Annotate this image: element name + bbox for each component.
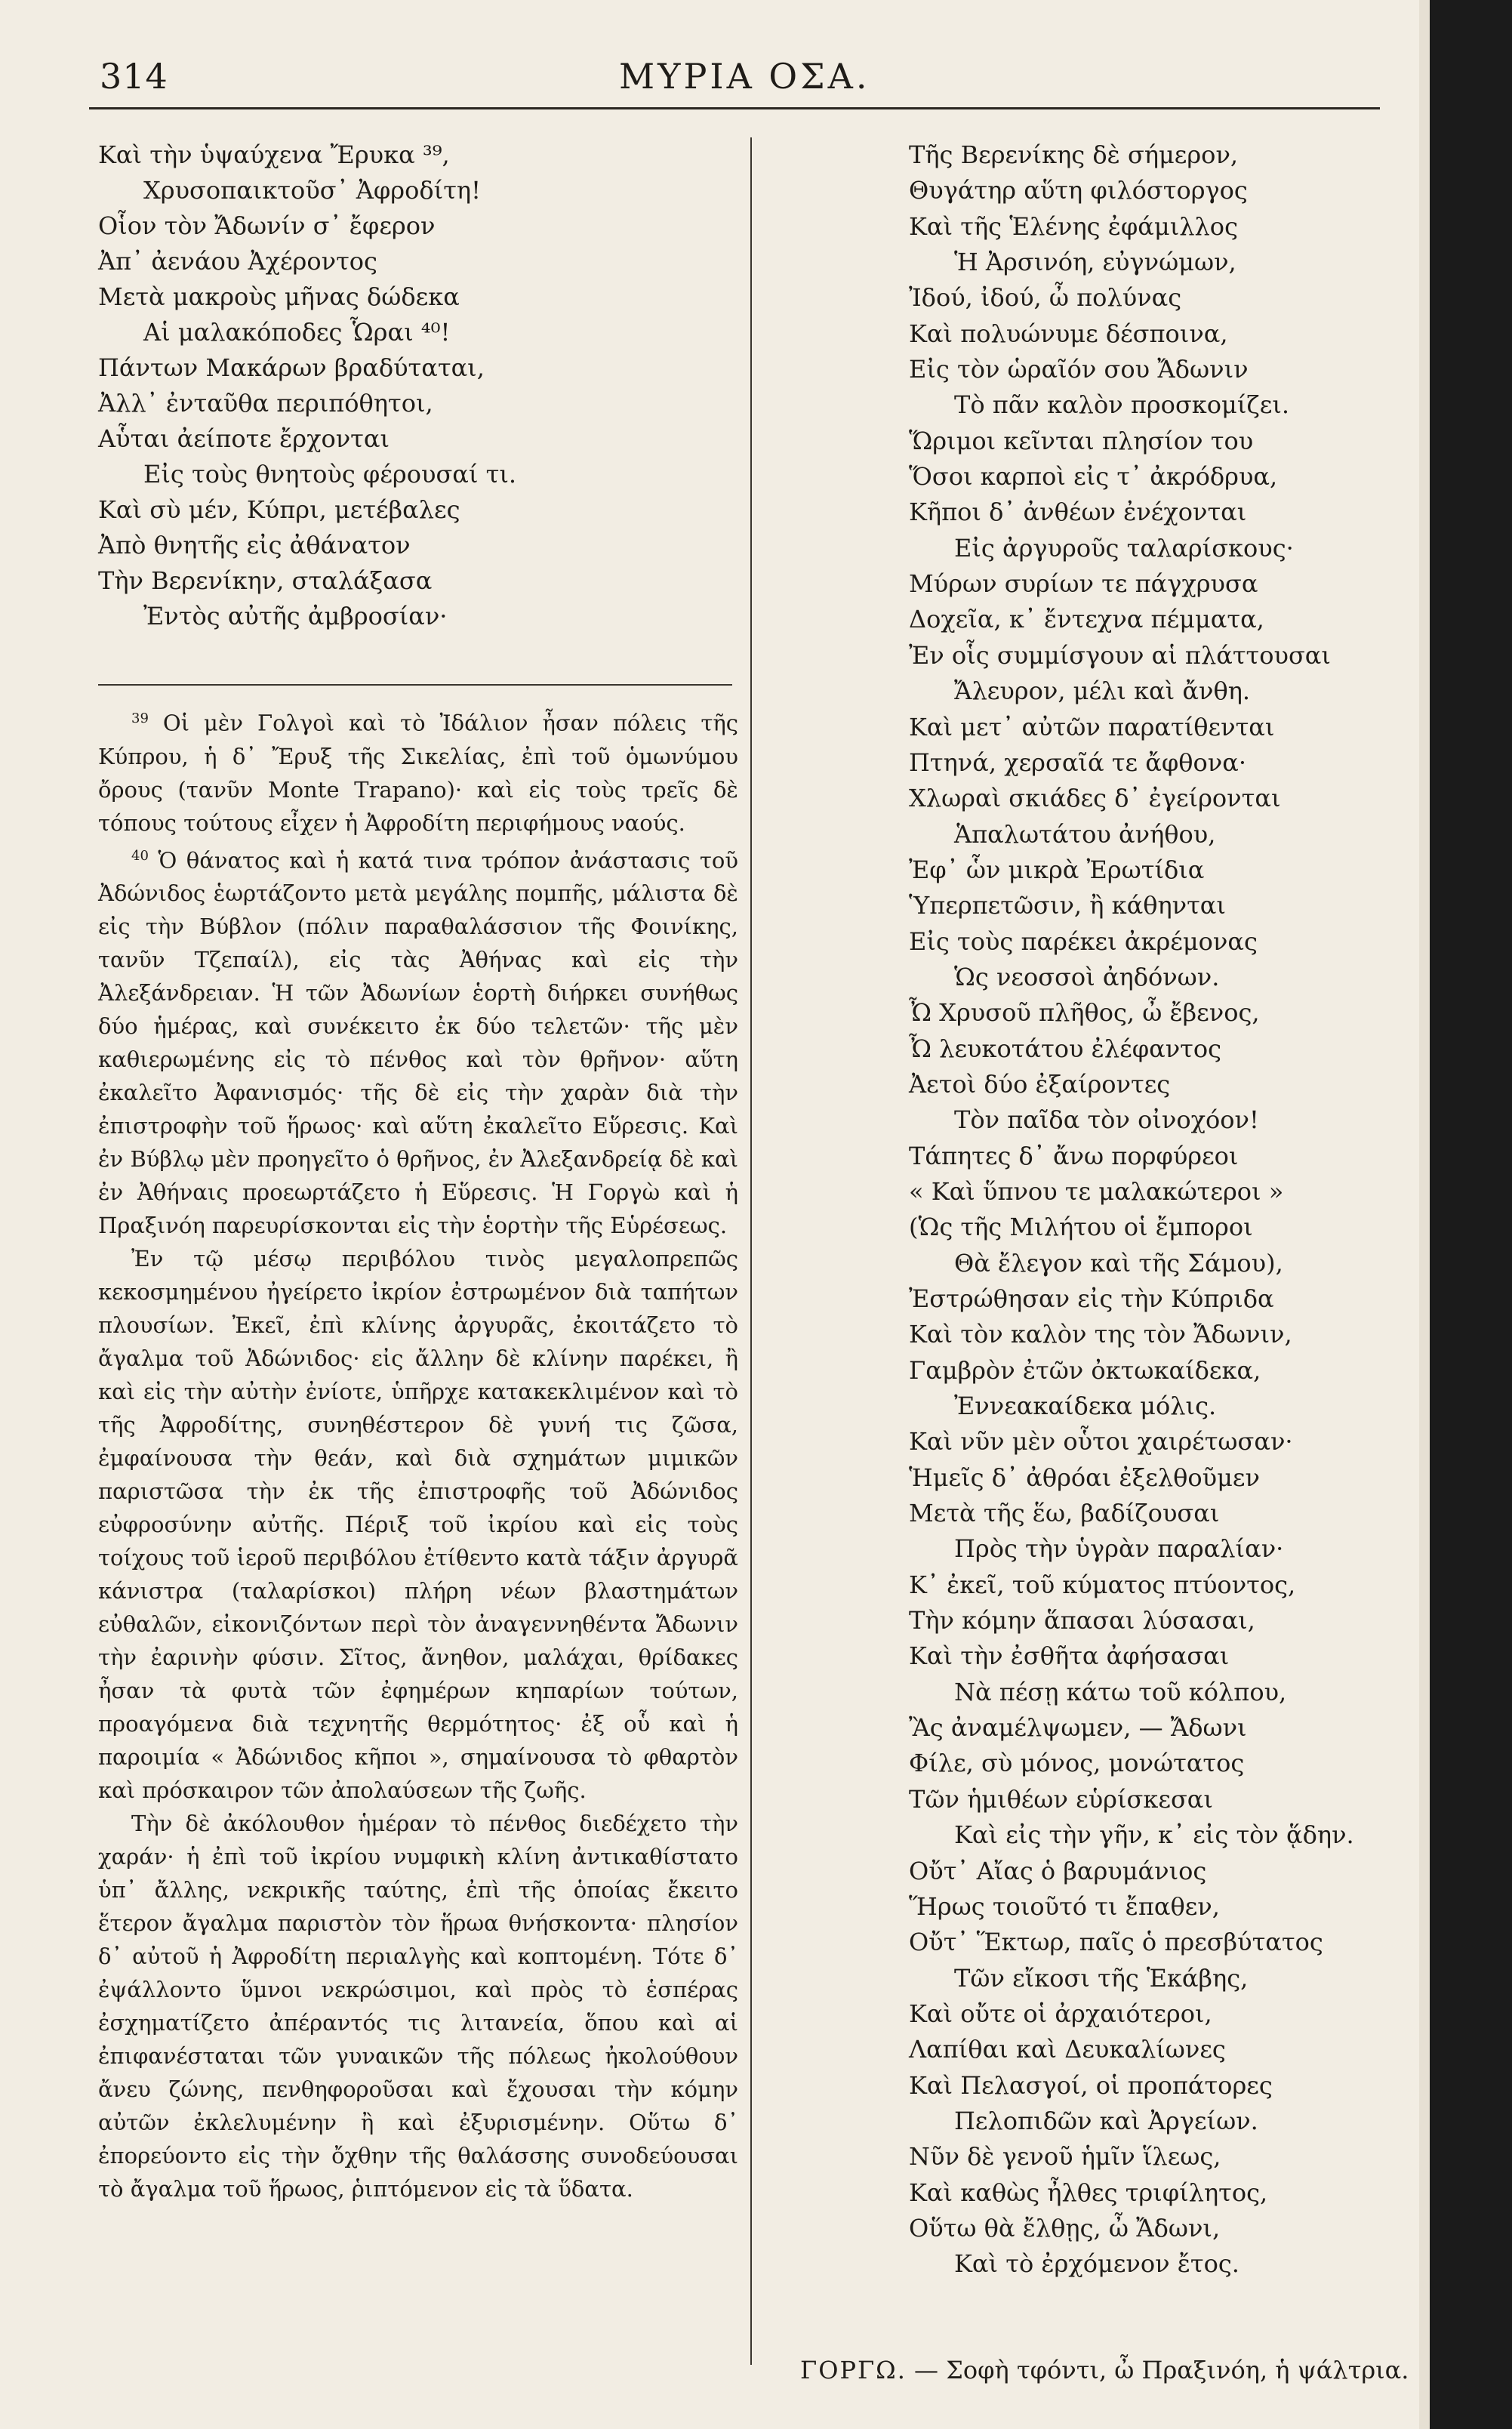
- verse-line: Ὥριμοι κεῖνται πλησίον του: [909, 426, 1254, 455]
- speaker-text: — Σοφὴ τφόντι, ὦ Πραξινόη, ἡ ψάλτρια.: [914, 2356, 1409, 2384]
- verse-line: Ἐν οἷς συμμίσγουν αἱ πλάττουσαι: [909, 640, 1331, 670]
- verse-line: Ἡμεῖς δ᾽ ἀθρόαι ἐξελθοῦμεν: [909, 1463, 1260, 1492]
- footnote-separator: [98, 684, 732, 686]
- notes-paragraph: Τὴν δὲ ἀκόλουθον ἡμέραν τὸ πένθος διεδέχετο τὴν χαράν· ἡ ἐπὶ τοῦ ἰκρίου νυμφικὴ κλίνη ἀντικαθίστατο ὑπ᾽ ἄλλης, νεκρικῆς ταύτης, ἐπὶ τῆς ὁποίας ἔκειτο ἕτερον ἄγαλμα παριστὸν τὸν ἥρωα θνήσκοντα· πλησίον δ᾽ αὐτοῦ ἡ Ἀφροδίτη περιαλγὴς καὶ κοπτομένη. Τότε δ᾽ ἐψάλλοντο ὕμνοι νεκρώσιμοι, καὶ πρὸς τὸ ἑσπέρας ἐσχηματίζετο ἀπέραντός τις λιτανεία, ὅπου καὶ αἱ ἐπιφανέσταται τῶν γυναικῶν τῆς πόλεως ἠκολούθουν ἄνευ ζώνης, πενθηφοροῦσαι καὶ ἔχουσαι τὴν κόμην αὐτῶν ἐκλελυμένην ἢ καὶ ἐξυρισμένην. Οὕτω δ᾽ ἐπορεύοντο εἰς τὴν ὄχθην τῆς θαλάσσης συνοδεύουσαι τὸ ἄγαλμα τοῦ ἥρωος, ῥιπτόμενον εἰς τὰ ὕδατα.: [98, 1811, 738, 2202]
- adjacent-page-edge: [1419, 0, 1512, 2429]
- verse-line: Εἰς ἀργυροῦς ταλαρίσκους·: [954, 533, 1294, 563]
- verse-line: « Καὶ ὕπνου τε μαλακώτεροι »: [909, 1176, 1284, 1206]
- verse-line: Τὸν παῖδα τὸν οἰνοχόον!: [954, 1105, 1259, 1135]
- verse-line: Καὶ τὸ ἐρχόμενον ἔτος.: [954, 2249, 1239, 2279]
- verse-line: Ὡς νεοσσοὶ ἀηδόνων.: [954, 962, 1220, 991]
- verse-line: Μετὰ μακροὺς μῆνας δώδεκα: [98, 282, 460, 311]
- verse-line: Θὰ ἔλεγον καὶ τῆς Σάμου),: [954, 1248, 1283, 1278]
- verse-line: Καὶ τὴν ἐσθῆτα ἀφήσασαι: [909, 1641, 1230, 1671]
- column-divider: [750, 137, 752, 2365]
- footnote-text: Ὁ θάνατος καὶ ἡ κατά τινα τρόπον ἀνάστασις τοῦ Ἀδώνιδος ἑωρτάζοντο μετὰ μεγάλης πομπῆς, μάλιστα δὲ εἰς τὴν Βύβλον (πόλιν παραθαλάσσιον τῆς Φοινίκης, τανῦν Τζεπαίλ), εἰς τὰς Ἀθήνας καὶ εἰς τὴν Ἀλεξάνδρειαν. Ἡ τῶν Ἀδωνίων ἑορτὴ διήρκει συνήθως δύο ἡμέρας, καὶ συνέκειτο ἐκ δύο τελετῶν· τῆς μὲν καθιερωμένης εἰς τὸ πένθος καὶ τὸν θρῆνον· αὕτη ἐκαλεῖτο Ἀφανισμός· τῆς δὲ εἰς τὴν χαρὰν διὰ τὴν ἐπιστροφὴν τοῦ ἥρωος· καὶ αὕτη ἐκαλεῖτο Εὕρεσις. Καὶ ἐν Βύβλῳ μὲν προηγεῖτο ὁ θρῆνος, ἐν Ἀλεξανδρείᾳ δὲ καὶ ἐν Ἀθήναις προεωρτάζετο ἡ Εὕρεσις. Ἡ Γοργὼ καὶ ἡ Πραξινόη παρευρίσκονται εἰς τὴν ἑορτὴν τῆς Εὑρέσεως.: [98, 847, 739, 1239]
- verse-line: Χλωραὶ σκιάδες δ᾽ ἐγείρονται: [909, 784, 1281, 813]
- verse-line: Οἷον τὸν Ἄδωνίν σ᾽ ἔφερον: [98, 211, 436, 240]
- verse-line: Κῆποι δ᾽ ἀνθέων ἐνέχονται: [909, 498, 1247, 527]
- verse-line: Καὶ Πελασγοί, οἱ προπάτορες: [909, 2070, 1273, 2100]
- verse-line: Οὕτω θὰ ἔλθῃς, ὦ Ἄδωνι,: [909, 2213, 1221, 2243]
- closing-line: [800, 2356, 1409, 2384]
- verse-line: Δοχεῖα, κ᾽ ἔντεχνα πέμματα,: [909, 605, 1264, 634]
- verse-line: Καὶ πολυώνυμε δέσποινα,: [909, 319, 1228, 348]
- verse-line: Χρυσοπαικτοῦσ᾽ Ἀφροδίτη!: [143, 176, 481, 205]
- footnote-text: Οἱ μὲν Γολγοὶ καὶ τὸ Ἰδάλιον ἦσαν πόλεις τῆς Κύπρου, ἡ δ᾽ Ἔρυξ τῆς Σικελίας, ἐπὶ τοῦ ὁμωνύμου ὄρους (τανῦν Monte Trapano)· καὶ εἰς τοὺς τρεῖς δὲ τόπους τούτους εἶχεν ἡ Ἀφροδίτη περιφήμους ναούς.: [98, 710, 738, 836]
- verse-line: Καὶ μετ᾽ αὐτῶν παρατίθενται: [909, 712, 1275, 741]
- verse-line: Ὦ Χρυσοῦ πλῆθος, ὦ ἔβενος,: [909, 998, 1260, 1028]
- verse-line: Πτηνά, χερσαῖά τε ἄφθονα·: [909, 748, 1246, 777]
- footnote-39: [98, 702, 738, 840]
- verse-line: Ἥρως τοιοῦτό τι ἔπαθεν,: [909, 1891, 1220, 1921]
- verse-line: Καὶ καθὼς ἦλθες τριφίλητος,: [909, 2178, 1268, 2207]
- page-number: 314: [100, 56, 168, 97]
- header-rule: [89, 107, 1380, 109]
- right-poem-column: [909, 137, 1377, 2283]
- verse-line: Κ᾽ ἐκεῖ, τοῦ κύματος πτύοντος,: [909, 1570, 1296, 1599]
- verse-line: Ἀπὸ θνητῆς εἰς ἀθάνατον: [98, 531, 411, 559]
- verse-line: Πάντων Μακάρων βραδύταται,: [98, 353, 485, 382]
- verse-line: Νῦν δὲ γενοῦ ἡμῖν ἵλεως,: [909, 2142, 1221, 2172]
- verse-line: Γαμβρὸν ἐτῶν ὀκτωκαίδεκα,: [909, 1355, 1261, 1385]
- verse-line: Οὔτ᾽ Ἕκτωρ, παῖς ὁ πρεσβύτατος: [909, 1928, 1323, 1957]
- verse-line: Μετὰ τῆς ἕω, βαδίζουσαι: [909, 1499, 1220, 1528]
- verse-line: Καὶ εἰς τὴν γῆν, κ᾽ εἰς τὸν ᾅδην.: [954, 1820, 1354, 1850]
- verse-line: Τὴν Βερενίκην, σταλάξασα: [98, 566, 433, 595]
- verse-line: Τῶν ἡμιθέων εὑρίσκεσαι: [909, 1784, 1213, 1814]
- verse-line: Ἰδού, ἰδού, ὦ πολύνας: [909, 283, 1182, 313]
- verse-line: Ἁπαλωτάτου ἀνήθου,: [954, 819, 1216, 849]
- verse-line: Ἀλλ᾽ ἐνταῦθα περιπόθητοι,: [98, 389, 433, 418]
- verse-line: Ἀετοὶ δύο ἐξαίροντες: [909, 1069, 1171, 1099]
- verse-line: Ἡ Ἀρσινόη, εὐγνώμων,: [954, 248, 1236, 277]
- footnote-40: [98, 840, 738, 1243]
- footnotes-block: [98, 702, 738, 2206]
- verse-line: Θυγάτηρ αὕτη φιλόστοργος: [909, 176, 1248, 205]
- verse-line: Τῆς Βερενίκης δὲ σήμερον,: [909, 140, 1239, 169]
- verse-line: Εἰς τοὺς παρέκει ἀκρέμονας: [909, 926, 1258, 956]
- footnote-marker: 39: [131, 711, 149, 726]
- verse-line: Αἱ μαλακόποδες Ὧραι ⁴⁰!: [143, 318, 451, 347]
- verse-line: Καὶ τὸν καλὸν της τὸν Ἄδωνιν,: [909, 1320, 1292, 1349]
- verse-line: Καὶ τῆς Ἑλένης ἐφάμιλλος: [909, 211, 1238, 241]
- verse-line: Καὶ τὴν ὑψαύχενα Ἔρυκα ³⁹,: [98, 140, 450, 169]
- verse-line: Ὑπερπετῶσιν, ἢ κάθηνται: [909, 891, 1226, 920]
- verse-line: Ἐστρώθησαν εἰς τὴν Κύπριδα: [909, 1284, 1274, 1313]
- verse-line: Τὸ πᾶν καλὸν προσκομίζει.: [954, 390, 1290, 420]
- verse-line: Αὗται ἀείποτε ἔρχονται: [98, 424, 390, 453]
- verse-line: (Ὡς τῆς Μιλήτου οἱ ἔμποροι: [909, 1213, 1253, 1242]
- verse-line: Ἐντὸς αὐτῆς ἀμβροσίαν·: [143, 602, 448, 630]
- verse-line: Ὦ λευκοτάτου ἐλέφαντος: [909, 1034, 1222, 1063]
- verse-line: Λαπίθαι καὶ Δευκαλίωνες: [909, 2035, 1226, 2064]
- verse-line: Εἰς τοὺς θνητοὺς φέρουσαί τι.: [143, 460, 517, 489]
- verse-line: Τάπητες δ᾽ ἄνω πορφύρεοι: [909, 1141, 1239, 1170]
- verse-line: Εἰς τὸν ὡραῖόν σου Ἄδωνιν: [909, 355, 1249, 384]
- verse-line: Τῶν εἴκοσι τῆς Ἑκάβης,: [954, 1963, 1249, 1993]
- verse-line: Ἀπ᾽ ἀενάου Ἀχέροντος: [98, 247, 377, 276]
- verse-line: Πρὸς τὴν ὑγρὰν παραλίαν·: [954, 1534, 1284, 1564]
- footnote-marker: 40: [131, 847, 149, 864]
- left-poem-column: [98, 137, 732, 634]
- running-title: ΜΥΡΙΑ ΟΣΑ.: [619, 56, 870, 97]
- speaker-name: ΓΟΡΓΩ.: [800, 2356, 907, 2384]
- verse-line: Ἐφ᾽ ὧν μικρὰ Ἐρωτίδια: [909, 855, 1205, 884]
- verse-line: Ἐννεακαίδεκα μόλις.: [954, 1392, 1217, 1421]
- verse-line: Οὔτ᾽ Αἴας ὁ βαρυμάνιος: [909, 1856, 1207, 1885]
- verse-line: Πελοπιδῶν καὶ Ἀργείων.: [954, 2106, 1258, 2135]
- verse-line: Φίλε, σὺ μόνος, μονώτατος: [909, 1749, 1245, 1778]
- verse-line: Καὶ νῦν μὲν οὗτοι χαιρέτωσαν·: [909, 1427, 1293, 1456]
- verse-line: Ἂς ἀναμέλψωμεν, — Ἄδωνι: [909, 1713, 1247, 1743]
- verse-line: Ἄλευρον, μέλι καὶ ἄνθη.: [954, 677, 1251, 706]
- verse-line: Ὅσοι καρποὶ εἰς τ᾽ ἀκρόδρυα,: [909, 462, 1278, 492]
- verse-line: Τὴν κόμην ἅπασαι λύσασαι,: [909, 1606, 1255, 1635]
- verse-line: Μύρων συρίων τε πάγχρυσα: [909, 569, 1258, 599]
- verse-line: Καὶ οὔτε οἱ ἀρχαιότεροι,: [909, 1999, 1212, 2028]
- notes-paragraph: Ἐν τῷ μέσῳ περιβόλου τινὸς μεγαλοπρεπῶς κεκοσμημένου ἠγείρετο ἰκρίον ἐστρωμένον διὰ ταπήτων πλουσίων. Ἐκεῖ, ἐπὶ κλίνης ἀργυρᾶς, ἐκοιτάζετο τὸ ἄγαλμα τοῦ Ἀδώνιδος· εἰς ἄλλην δὲ κλίνην παρέκει, ἢ καὶ εἰς τὴν αὐτὴν ἐνίοτε, ὑπῆρχε κατακεκλιμένον καὶ τὸ τῆς Ἀφροδίτης, συνηθέστερον δὲ γυνή τις ζῶσα, ἐμφαίνουσα τὴν θεάν, καὶ διὰ σχημάτων μιμικῶν παριστῶσα τὴν ἐκ τῆς ἐπιστροφῆς τοῦ Ἀδώνιδος εὐφροσύνην αὐτῆς. Πέριξ τοῦ ἰκρίου καὶ εἰς τοὺς τοίχους τοῦ ἱεροῦ περιβόλου ἐτίθεντο κατὰ τάξιν ἀργυρᾶ κάνιστρα (ταλαρίσκοι) πλήρη νέων βλαστημάτων εὐθαλῶν, εἰκονιζόντων περὶ τὸν ἀναγεννηθέντα Ἄδωνιν τὴν ἐαρινὴν φύσιν. Σῖτος, ἄνηθον, μαλάχαι, θρίδακες ἦσαν τὰ φυτὰ τῶν ἐφημέρων κηπαρίων τούτων, προαγόμενα διὰ τεχνητῆς θερμότητος· ἐξ οὗ καὶ ἡ παροιμία « Ἀδώνιδος κῆποι », σημαίνουσα τὸ φθαρτὸν καὶ πρόσκαιρον τῶν ἀπολαύσεων τῆς ζωῆς.: [98, 1246, 738, 1804]
- verse-line: Καὶ σὺ μέν, Κύπρι, μετέβαλες: [98, 495, 460, 524]
- verse-line: Νὰ πέσῃ κάτω τοῦ κόλπου,: [954, 1677, 1287, 1706]
